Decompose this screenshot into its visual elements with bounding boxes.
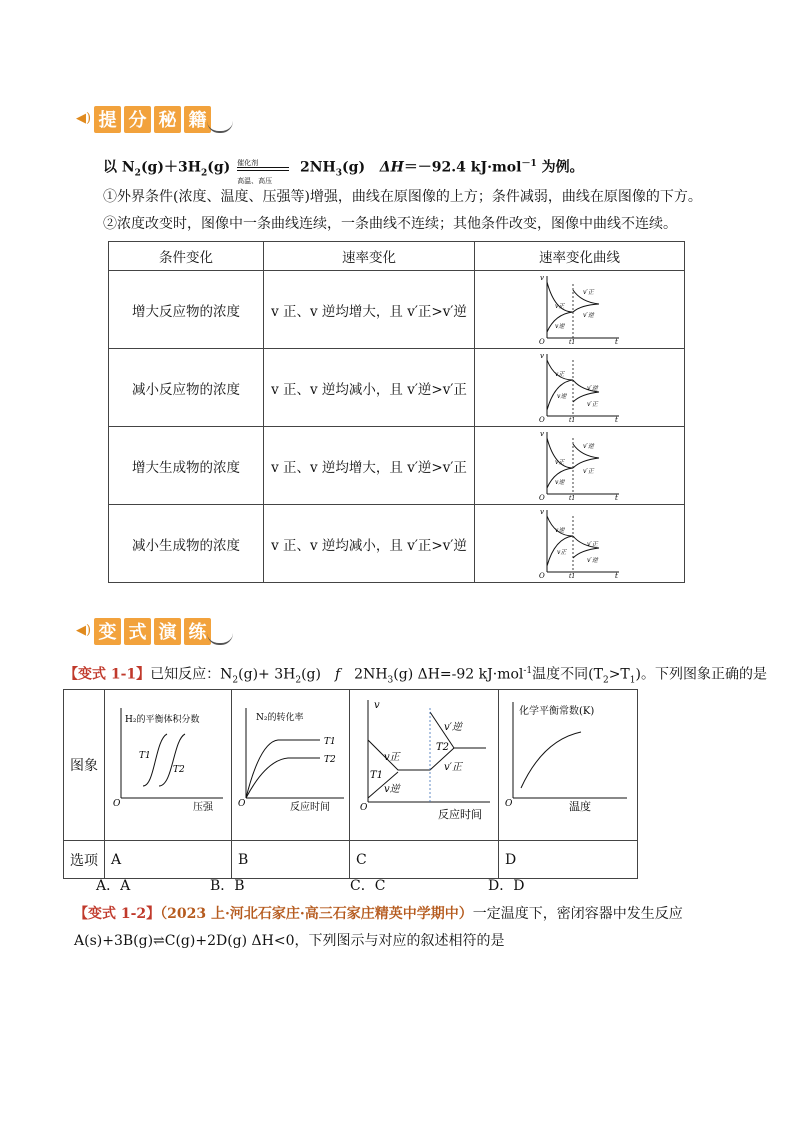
- vn-label: v逆: [554, 478, 564, 486]
- vn-label: v逆: [554, 322, 564, 330]
- question-1-2-stem: 【变式 1-2】（2023 上·河北石家庄·高三石家庄精英中学期中）一定温度下，密闭容器中发生反应: [74, 906, 683, 922]
- intro-equation: 以 $N_2(g)+3H_2(g)$ 催化剂 高温、高压 $2NH_3(g)$ ΔH＝－92.4 kJ·mol$^{-1}$ 为例。: [103, 158, 584, 185]
- header-cell: 条件变化: [109, 242, 264, 271]
- header-cell: 速率变化: [264, 242, 475, 271]
- rate-change-table: [108, 241, 685, 583]
- vz-label: v正: [556, 548, 566, 556]
- graph-cell-a: [105, 690, 232, 841]
- graph-a: [105, 690, 231, 836]
- graph-b-xlabel: 反应时间: [290, 802, 330, 813]
- origin-label: O: [538, 337, 545, 344]
- rate-cell: v 正、v 逆均减小，且 v′正>v′逆: [264, 505, 475, 583]
- axis-v-label: v: [539, 351, 544, 360]
- axis-t-label: t: [614, 571, 618, 578]
- graph-a-ylabel: H₂的平衡体积分数: [125, 715, 200, 725]
- vn-label: v逆: [556, 392, 566, 400]
- condition-cell: 增大反应物的浓度: [109, 271, 264, 349]
- vz-label: v正: [554, 458, 564, 466]
- choice-a[interactable]: A．A: [96, 878, 131, 894]
- vn2-label: v′逆: [582, 442, 594, 450]
- banner-char: 秘: [154, 106, 181, 133]
- graph-c-vz2: v′正: [444, 762, 462, 773]
- banner-char: 分: [124, 106, 151, 133]
- t1-label: t1: [568, 494, 575, 500]
- option-label: C: [350, 841, 499, 879]
- rate-curve-increase-reactant: [535, 272, 625, 344]
- choice-b[interactable]: B．B: [210, 878, 245, 894]
- graph-b-t2: T2: [324, 755, 336, 765]
- table-row: [109, 427, 685, 505]
- graph-c-origin: O: [360, 803, 368, 813]
- header-cell: 速率变化曲线: [475, 242, 685, 271]
- graph-c-vz: v正: [384, 752, 400, 763]
- note-1: ①外界条件(浓度、温度、压强等)增强，曲线在原图像的上方；条件减弱，曲线在原图像的下方。: [103, 189, 702, 205]
- axis-t-label: t: [614, 415, 618, 422]
- graph-a-origin: O: [113, 799, 121, 809]
- speaker-icon: ◀): [76, 623, 92, 638]
- graph-c-xlabel: 反应时间: [438, 808, 482, 821]
- table-row: [109, 349, 685, 427]
- rate-curve-decrease-reactant: [535, 350, 625, 422]
- t1-label: t1: [568, 416, 575, 422]
- axis-t-label: t: [614, 493, 618, 500]
- choice-d[interactable]: D．D: [488, 878, 525, 894]
- graph-d-ylabel: 化学平衡常数(K): [519, 706, 595, 717]
- graph-b-origin: O: [238, 799, 246, 809]
- graph-a-t1: T1: [139, 751, 151, 761]
- choice-c[interactable]: C．C: [350, 878, 386, 894]
- reversible-arrow: 催化剂 高温、高压: [235, 159, 295, 177]
- banner-chars: [94, 106, 211, 133]
- curve-cell: [475, 505, 685, 583]
- graph-b: [232, 690, 349, 836]
- graph-a-t2: T2: [173, 765, 185, 775]
- section-banner-practice: [76, 614, 233, 648]
- option-row: [64, 841, 638, 879]
- option-label: A: [105, 841, 232, 879]
- graph-c-t1: T1: [370, 770, 384, 781]
- banner-char: 练: [184, 618, 211, 645]
- option-label: D: [499, 841, 638, 879]
- banner-char: 演: [154, 618, 181, 645]
- vz-label: v正: [554, 370, 564, 378]
- banner-char: 式: [124, 618, 151, 645]
- graph-c: [350, 690, 498, 836]
- graph-row: [64, 690, 638, 841]
- graph-c-vn: v逆: [384, 784, 400, 795]
- table-row: [109, 505, 685, 583]
- graph-b-ylabel: N₂的转化率: [256, 713, 304, 723]
- axis-v-label: v: [539, 507, 544, 516]
- banner-chars: [94, 618, 211, 645]
- graph-c-ylabel: v: [374, 700, 380, 711]
- table-header-row: [109, 242, 685, 271]
- graph-cell-c: [350, 690, 499, 841]
- question-source: （2023 上·河北石家庄·高三石家庄精英中学期中）: [160, 906, 473, 922]
- vn2-label: v′逆: [586, 384, 598, 392]
- graph-b-t1: T1: [324, 737, 336, 747]
- t1-label: t1: [568, 572, 575, 578]
- rate-curve-decrease-product: [535, 506, 625, 578]
- graph-d-origin: O: [505, 799, 513, 809]
- graph-d: [499, 690, 637, 836]
- axis-t-label: t: [614, 337, 618, 344]
- graph-c-t2: T2: [436, 742, 450, 753]
- graph-cell-b: [232, 690, 350, 841]
- option-label: B: [232, 841, 350, 879]
- banner-char: 变: [94, 618, 121, 645]
- graph-c-vn2: v′逆: [444, 722, 462, 733]
- section-banner-tips: [76, 102, 233, 136]
- condition-cell: 减小反应物的浓度: [109, 349, 264, 427]
- rate-cell: v 正、v 逆均增大，且 v′正>v′逆: [264, 271, 475, 349]
- graph-cell-d: [499, 690, 638, 841]
- graph-d-xlabel: 温度: [569, 800, 591, 813]
- curve-cell: [475, 427, 685, 505]
- vn2-label: v′逆: [586, 556, 598, 564]
- graph-options-table: [63, 689, 638, 879]
- vz2-label: v′正: [586, 540, 598, 548]
- row-label: 图象: [64, 690, 105, 841]
- row-label: 选项: [64, 841, 105, 879]
- note-2: ②浓度改变时，图像中一条曲线连续，一条曲线不连续；其他条件改变，图像中曲线不连续。: [103, 216, 677, 232]
- question-1-2-line2: A(s)+3B(g)⇌C(g)+2D(g) ΔH<0，下列图示与对应的叙述相符的是: [74, 933, 505, 949]
- condition-cell: 增大生成物的浓度: [109, 427, 264, 505]
- speaker-icon: ◀): [76, 111, 92, 126]
- curve-cell: [475, 349, 685, 427]
- t1-label: t1: [568, 338, 575, 344]
- question-tag: 【变式 1-1】: [64, 666, 151, 683]
- banner-char: 籍: [184, 106, 211, 133]
- graph-a-xlabel: 压强: [193, 802, 213, 813]
- rate-curve-increase-product: [535, 428, 625, 500]
- vz2-label: v′正: [582, 467, 594, 475]
- table-row: [109, 271, 685, 349]
- axis-v-label: v: [539, 429, 544, 438]
- vz-label: v正: [554, 302, 564, 310]
- origin-label: O: [538, 571, 545, 578]
- question-1-1-stem: 【变式 1-1】已知反应：$N_2(g)+ 3H_2(g)$ f $2NH_3(g)$ ΔH=-92 kJ·mol$^{-1}$温度不同$(T_2>T_1)$。下列图象正确的是: [64, 666, 767, 686]
- condition-cell: 减小生成物的浓度: [109, 505, 264, 583]
- origin-label: O: [538, 493, 545, 500]
- axis-v-label: v: [539, 273, 544, 282]
- vn2-label: v′逆: [582, 311, 594, 319]
- curve-cell: [475, 271, 685, 349]
- vz2-label: v′正: [586, 400, 598, 408]
- rate-cell: v 正、v 逆均增大，且 v′逆>v′正: [264, 427, 475, 505]
- origin-label: O: [538, 415, 545, 422]
- rate-cell: v 正、v 逆均减小，且 v′逆>v′正: [264, 349, 475, 427]
- vz2-label: v′正: [582, 288, 594, 296]
- vn-label: v逆: [554, 526, 564, 534]
- question-tag: 【变式 1-2】: [74, 906, 161, 922]
- banner-char: 提: [94, 106, 121, 133]
